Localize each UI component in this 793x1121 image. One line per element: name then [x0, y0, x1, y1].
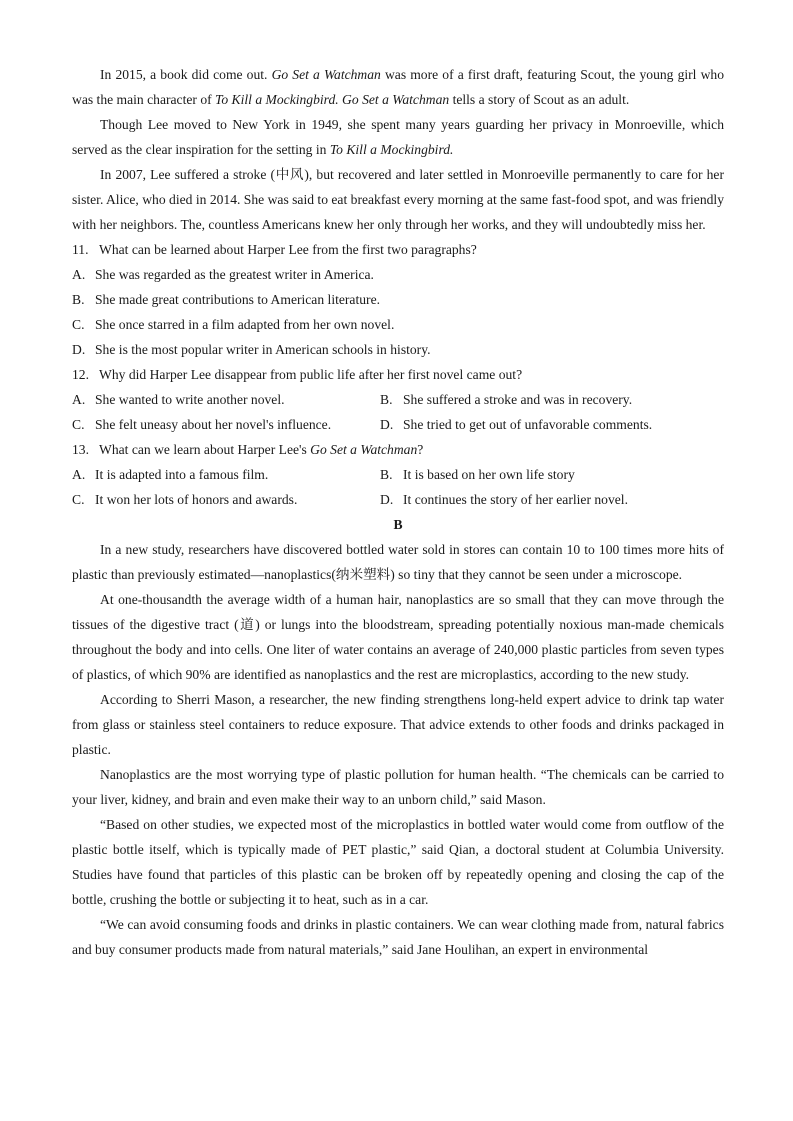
paragraph: At one-thousandth the average width of a human hair, nanoplastics are so small that they can move through the tissues of the digestive tract (道) or lungs into the bloodstream, spreading potentially noxious man-made chemicals throughout the body and into cells. One liter of water contains an average of 240,000 plastic particles from seven types of plastics, of which 90% are identified as nanoplastics and the rest are microplastics, according to the new study.	[72, 592, 724, 682]
question-13	[72, 437, 724, 512]
options-row	[72, 487, 724, 512]
option-d[interactable]	[380, 487, 688, 512]
option-label: C.	[72, 317, 85, 332]
option-a[interactable]	[72, 387, 380, 412]
option-label: D.	[380, 492, 394, 507]
option-text: She once starred in a film adapted from her own novel.	[95, 317, 395, 332]
section-heading: B	[393, 517, 403, 532]
option-text: She suffered a stroke and was in recovery.	[403, 392, 633, 407]
text: Though Lee moved to New York in 1949, she spent many years guarding her privacy in Monroeville, which served as the clear inspiration for the setting in	[72, 117, 724, 157]
option-text: She is the most popular writer in American schools in history.	[95, 342, 431, 357]
exam-page	[72, 62, 724, 962]
question-stem	[72, 362, 724, 387]
option-label: A.	[72, 467, 86, 482]
question-text: ?	[417, 442, 424, 457]
option-c[interactable]	[72, 487, 380, 512]
book-title: Go Set a Watchman	[310, 442, 418, 457]
option-text: She wanted to write another novel.	[95, 392, 285, 407]
option-text: She felt uneasy about her novel's influence.	[95, 417, 332, 432]
passage-b	[72, 512, 724, 962]
options-row	[72, 412, 724, 437]
text: tells a story of Scout as an adult.	[449, 92, 630, 107]
paragraph: “Based on other studies, we expected most of the microplastics in bottled water would come from outflow of the plastic bottle itself, which is typically made of PET plastic,” said Qian, a doctoral student at Columbia University. Studies have found that particles of this plastic can be broken off by repeatedly opening and closing the cap of the bottle, crushing the bottle or subjecting it to heat, such as in a car.	[72, 817, 724, 907]
options-row	[72, 387, 724, 412]
option-text: She was regarded as the greatest writer in America.	[95, 267, 374, 282]
text: was more of a first draft, featuring Scout, the young girl who was the main character of	[72, 67, 724, 107]
passage-a-continuation	[72, 62, 724, 237]
paragraph: Nanoplastics are the most worrying type of plastic pollution for human health. “The chemicals can be carried to your liver, kidney, and brain and even make their way to an unborn child,” said Mason.	[72, 767, 724, 807]
option-b[interactable]	[380, 387, 688, 412]
option-c[interactable]	[72, 412, 380, 437]
option-b[interactable]	[380, 462, 688, 487]
option-d[interactable]	[72, 337, 724, 362]
option-text: It is adapted into a famous film.	[95, 467, 269, 482]
question-11	[72, 237, 724, 362]
option-c[interactable]	[72, 312, 724, 337]
question-stem	[72, 437, 724, 462]
question-text: What can be learned about Harper Lee from the first two paragraphs?	[99, 242, 477, 257]
paragraph	[72, 112, 724, 162]
paragraph: According to Sherri Mason, a researcher, the new finding strengthens long-held expert advice to drink tap water from glass or stainless steel containers to reduce exposure. That advice extends to other foods and drinks packaged in plastic.	[72, 692, 724, 757]
option-label: A.	[72, 392, 86, 407]
question-number: 12.	[72, 367, 89, 382]
options-row	[72, 462, 724, 487]
option-text: It continues the story of her earlier novel.	[403, 492, 628, 507]
option-b[interactable]	[72, 287, 724, 312]
option-label: D.	[380, 417, 394, 432]
option-label: B.	[380, 467, 393, 482]
book-title: Go Set a Watchman	[271, 67, 381, 82]
option-label: B.	[72, 292, 85, 307]
option-label: C.	[72, 417, 85, 432]
option-label: C.	[72, 492, 85, 507]
question-stem	[72, 237, 724, 262]
option-d[interactable]	[380, 412, 688, 437]
paragraph: In 2007, Lee suffered a stroke (中风), but recovered and later settled in Monroeville permanently to care for her sister. Alice, who died in 2014. She was said to eat breakfast every morning at the same fast-food spot, and was friendly with her neighbors. The, countless Americans knew her only through her works, and they will undoubtedly miss her.	[72, 167, 724, 232]
option-label: D.	[72, 342, 86, 357]
question-number: 13.	[72, 442, 89, 457]
option-text: She tried to get out of unfavorable comments.	[403, 417, 653, 432]
question-12	[72, 362, 724, 437]
paragraph	[72, 62, 724, 112]
book-title: To Kill a Mockingbird.	[329, 142, 454, 157]
option-label: B.	[380, 392, 393, 407]
option-label: A.	[72, 267, 86, 282]
book-title: To Kill a Mockingbird. Go Set a Watchman	[215, 92, 450, 107]
paragraph: In a new study, researchers have discovered bottled water sold in stores can contain 10 to 100 times more hits of plastic than previously estimated—nanoplastics(纳米塑料) so tiny that they cannot be seen under a microscope.	[72, 542, 724, 582]
option-text: It won her lots of honors and awards.	[95, 492, 298, 507]
option-text: She made great contributions to American literature.	[95, 292, 380, 307]
option-text: It is based on her own life story	[403, 467, 575, 482]
option-a[interactable]	[72, 462, 380, 487]
question-text: Why did Harper Lee disappear from public life after her first novel came out?	[99, 367, 523, 382]
question-number: 11.	[72, 242, 89, 257]
text: In 2015, a book did come out.	[100, 67, 272, 82]
option-a[interactable]	[72, 262, 724, 287]
question-text: What can we learn about Harper Lee's	[99, 442, 311, 457]
paragraph: “We can avoid consuming foods and drinks in plastic containers. We can wear clothing made from, natural fabrics and buy consumer products made from natural materials,” said Jane Houlihan, an expert in environmental	[72, 917, 724, 957]
